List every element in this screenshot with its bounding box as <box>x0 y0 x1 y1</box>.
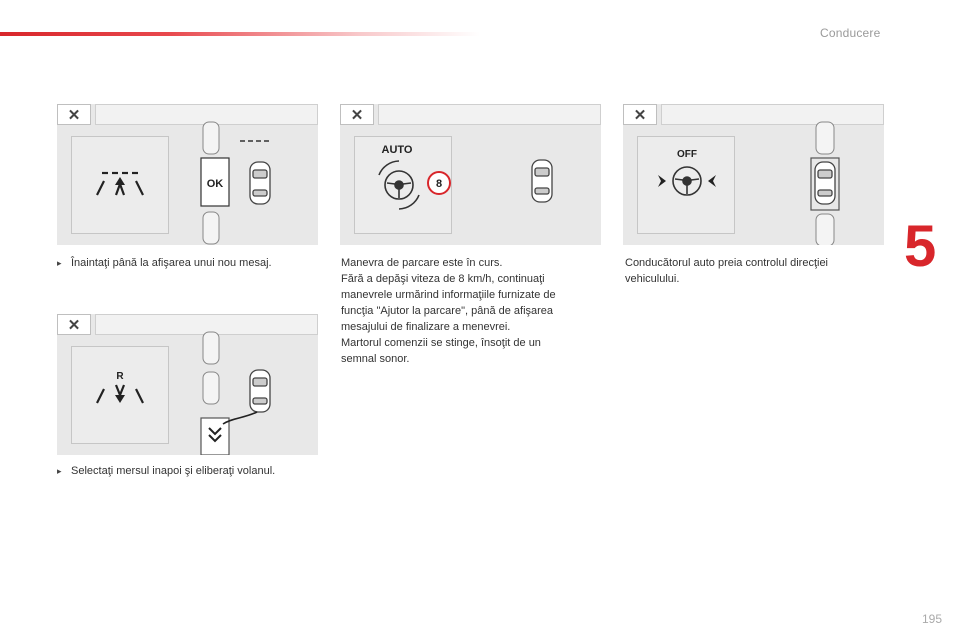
parked-car-bottom <box>203 212 219 244</box>
car-icon <box>250 370 270 412</box>
page-number: 195 <box>922 612 943 626</box>
svg-text:R: R <box>116 371 124 382</box>
caption-reverse: ▸ Selectaţi mersul inapoi şi eliberaţi volanul. <box>57 465 276 477</box>
caption-off: Conducătorul auto preia controlul direcţiei vehiculului. <box>625 257 829 285</box>
close-icon[interactable]: ✕ <box>623 104 657 125</box>
header-accent-bar <box>0 32 480 36</box>
screen-panel-forward <box>57 104 318 245</box>
close-icon[interactable]: ✕ <box>57 104 91 125</box>
close-icon[interactable]: ✕ <box>57 314 91 335</box>
screen-panel-auto <box>340 104 601 245</box>
car-icon <box>250 162 270 204</box>
screen-panel-reverse <box>57 314 318 455</box>
ok-label: OK <box>206 178 224 190</box>
section-title: Conducere <box>820 26 881 40</box>
bullet-icon: ▸ <box>57 466 62 476</box>
bullet-icon: ▸ <box>57 258 62 268</box>
parked-car-top <box>203 122 219 154</box>
car-icon <box>532 160 552 202</box>
screen-panel-off <box>623 104 884 245</box>
chapter-number: 5 <box>904 214 937 279</box>
svg-text:OFF: OFF <box>677 149 697 160</box>
caption-auto: Manevra de parcare este în curs. Fără a depăşi viteza de 8 km/h, continuaţi manevrele urmărind informaţiile furnizate de funcţia "Ajutor la parcare", până de afişarea mesajului de finalizare a menevrei. Martorul comenzii se stinge, însoţit de un semnal sonor. <box>341 257 556 365</box>
svg-text:AUTO: AUTO <box>381 144 413 156</box>
car-icon <box>815 162 835 204</box>
caption-forward: ▸ Înaintaţi până la afişarea unui nou mesaj. <box>57 257 272 269</box>
close-icon[interactable]: ✕ <box>340 104 374 125</box>
speed-limit-label: 8 <box>435 178 443 190</box>
